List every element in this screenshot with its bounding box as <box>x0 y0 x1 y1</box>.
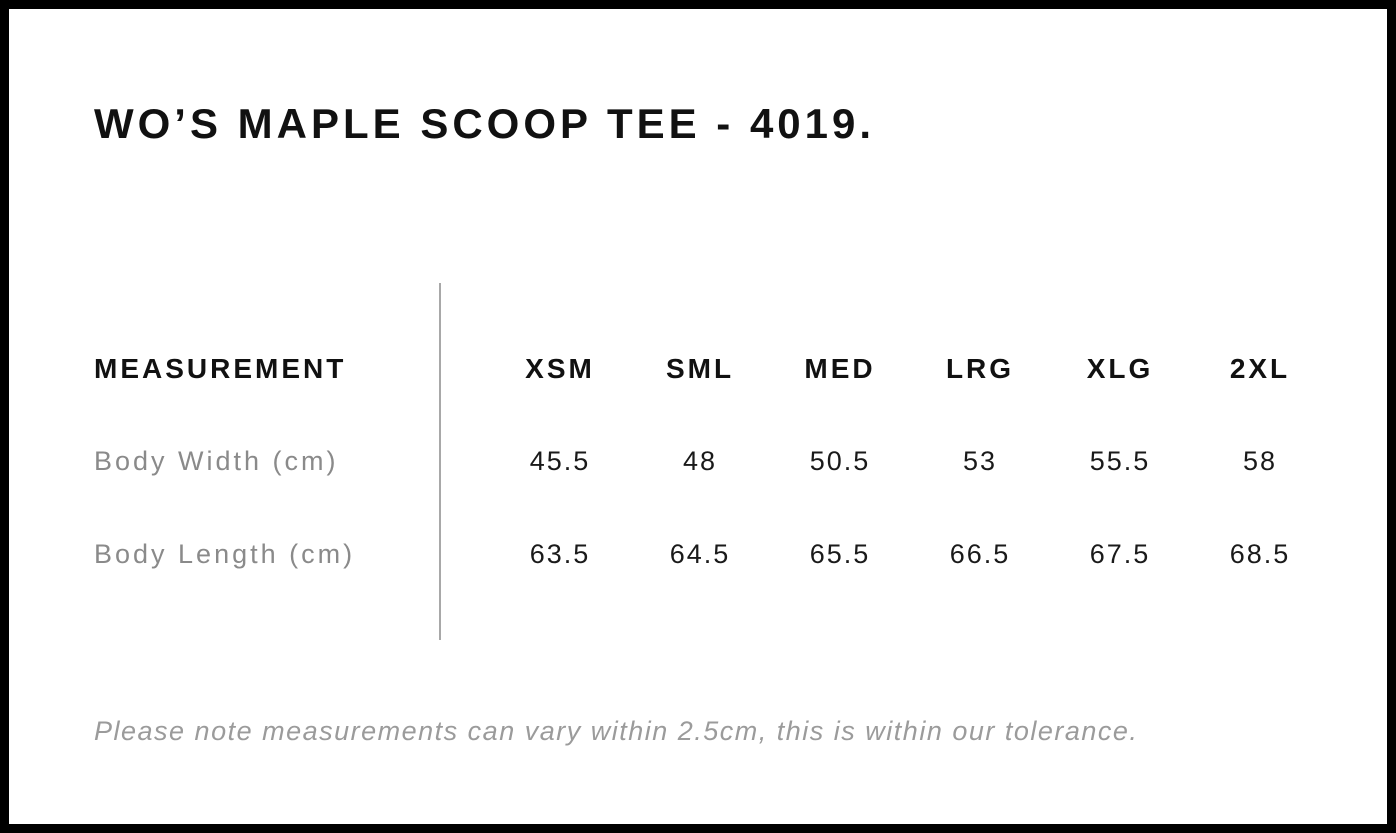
row-label-body-length: Body Length (cm) <box>94 539 356 569</box>
table-cell: 48 <box>682 446 718 476</box>
column-header-lrg: LRG <box>945 353 1015 384</box>
table-cell: 64.5 <box>669 539 731 569</box>
table-cell: 53 <box>962 446 998 476</box>
table-cell: 58 <box>1242 446 1278 476</box>
column-header-sml: SML <box>665 353 735 384</box>
table-cell: 63.5 <box>529 539 591 569</box>
table-cell: 65.5 <box>809 539 871 569</box>
page-title: WO’S MAPLE SCOOP TEE - 4019. <box>94 100 876 147</box>
table-cell: 45.5 <box>529 446 591 476</box>
table-cell: 50.5 <box>809 446 871 476</box>
column-header-xsm: XSM <box>525 353 595 384</box>
table-cell: 66.5 <box>949 539 1011 569</box>
column-header-measurement: MEASUREMENT <box>94 353 347 384</box>
column-header-med: MED <box>804 353 876 384</box>
table-row-body-width <box>94 415 1330 508</box>
table-row-body-length <box>94 508 1330 601</box>
table-cell: 55.5 <box>1089 446 1151 476</box>
column-header-xlg: XLG <box>1086 353 1154 384</box>
row-label-body-width: Body Width (cm) <box>94 446 339 476</box>
size-chart-content <box>9 100 1387 747</box>
column-header-2xl: 2XL <box>1229 353 1291 384</box>
table-header-row <box>94 323 1330 415</box>
size-table <box>94 323 1330 601</box>
table-cell: 68.5 <box>1229 539 1291 569</box>
tolerance-note: Please note measurements can vary within 2.5cm, this is within our tolerance. <box>94 716 1139 746</box>
table-divider <box>439 283 441 640</box>
table-cell: 67.5 <box>1089 539 1151 569</box>
